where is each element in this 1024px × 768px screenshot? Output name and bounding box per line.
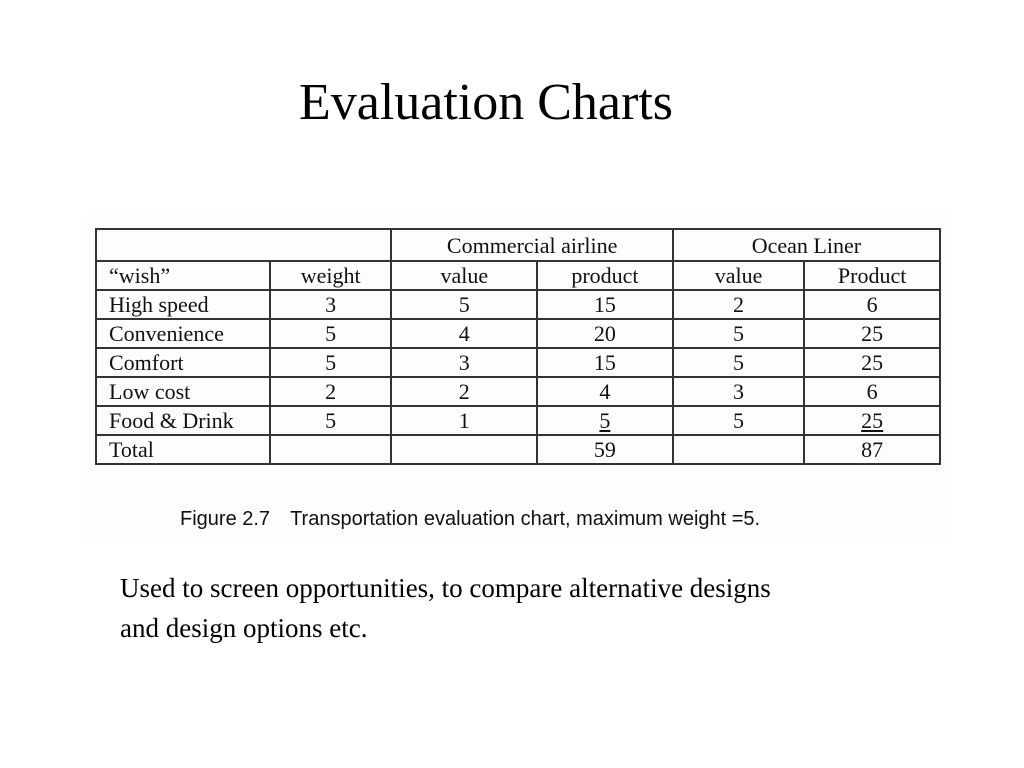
liner-product-cell: 25 [804, 319, 940, 348]
liner-value-cell: 5 [673, 348, 805, 377]
column-header-airline-product: product [537, 261, 673, 290]
figure-caption-text: Transportation evaluation chart, maximum weight =5. [290, 508, 761, 530]
body-line-2: and design options etc. [120, 613, 368, 643]
liner-value-cell: 3 [673, 377, 805, 406]
liner-value-cell: 5 [673, 406, 805, 435]
total-label: Total [96, 435, 270, 464]
airline-product-cell: 15 [537, 290, 673, 319]
liner-product-cell: 25 [804, 406, 940, 435]
airline-value-cell: 2 [391, 377, 537, 406]
weight-cell: 2 [270, 377, 392, 406]
airline-product-cell: 5 [537, 406, 673, 435]
group-header-row [96, 229, 940, 261]
empty-cell [391, 435, 537, 464]
row-label: High speed [96, 290, 270, 319]
blank-header-cell [96, 229, 391, 261]
liner-product-cell: 6 [804, 377, 940, 406]
column-header-row [96, 261, 940, 290]
liner-product-cell: 6 [804, 290, 940, 319]
table-row [96, 406, 940, 435]
airline-product-cell: 20 [537, 319, 673, 348]
row-label: Food & Drink [96, 406, 270, 435]
airline-total-cell: 59 [537, 435, 673, 464]
airline-value-cell: 4 [391, 319, 537, 348]
liner-value-cell: 5 [673, 319, 805, 348]
row-label: Convenience [96, 319, 270, 348]
column-header-wish: “wish” [96, 261, 270, 290]
column-header-liner-value: value [673, 261, 805, 290]
row-label: Comfort [96, 348, 270, 377]
weight-cell: 5 [270, 319, 392, 348]
body-line-1: Used to screen opportunities, to compare alternative designs [120, 573, 771, 603]
table-row [96, 377, 940, 406]
airline-value-cell: 3 [391, 348, 537, 377]
evaluation-table [95, 228, 941, 465]
body-paragraph [120, 568, 980, 648]
group-header-airline: Commercial airline [391, 229, 672, 261]
weight-cell: 3 [270, 290, 392, 319]
column-header-liner-product: Product [804, 261, 940, 290]
group-header-liner: Ocean Liner [673, 229, 940, 261]
airline-value-cell: 1 [391, 406, 537, 435]
weight-cell: 5 [270, 348, 392, 377]
empty-cell [673, 435, 805, 464]
airline-product-cell: 15 [537, 348, 673, 377]
total-row [96, 435, 940, 464]
airline-value-cell: 5 [391, 290, 537, 319]
figure-number: Figure 2.7 [180, 508, 271, 530]
column-header-airline-value: value [391, 261, 537, 290]
table-row [96, 319, 940, 348]
column-header-weight: weight [270, 261, 392, 290]
liner-product-cell: 25 [804, 348, 940, 377]
row-label: Low cost [96, 377, 270, 406]
liner-total-cell: 87 [804, 435, 940, 464]
table-row [96, 348, 940, 377]
table-row [96, 290, 940, 319]
figure-caption [180, 508, 760, 531]
liner-value-cell: 2 [673, 290, 805, 319]
slide-title: Evaluation Charts [298, 74, 674, 131]
weight-cell: 5 [270, 406, 392, 435]
airline-product-cell: 4 [537, 377, 673, 406]
empty-cell [270, 435, 392, 464]
